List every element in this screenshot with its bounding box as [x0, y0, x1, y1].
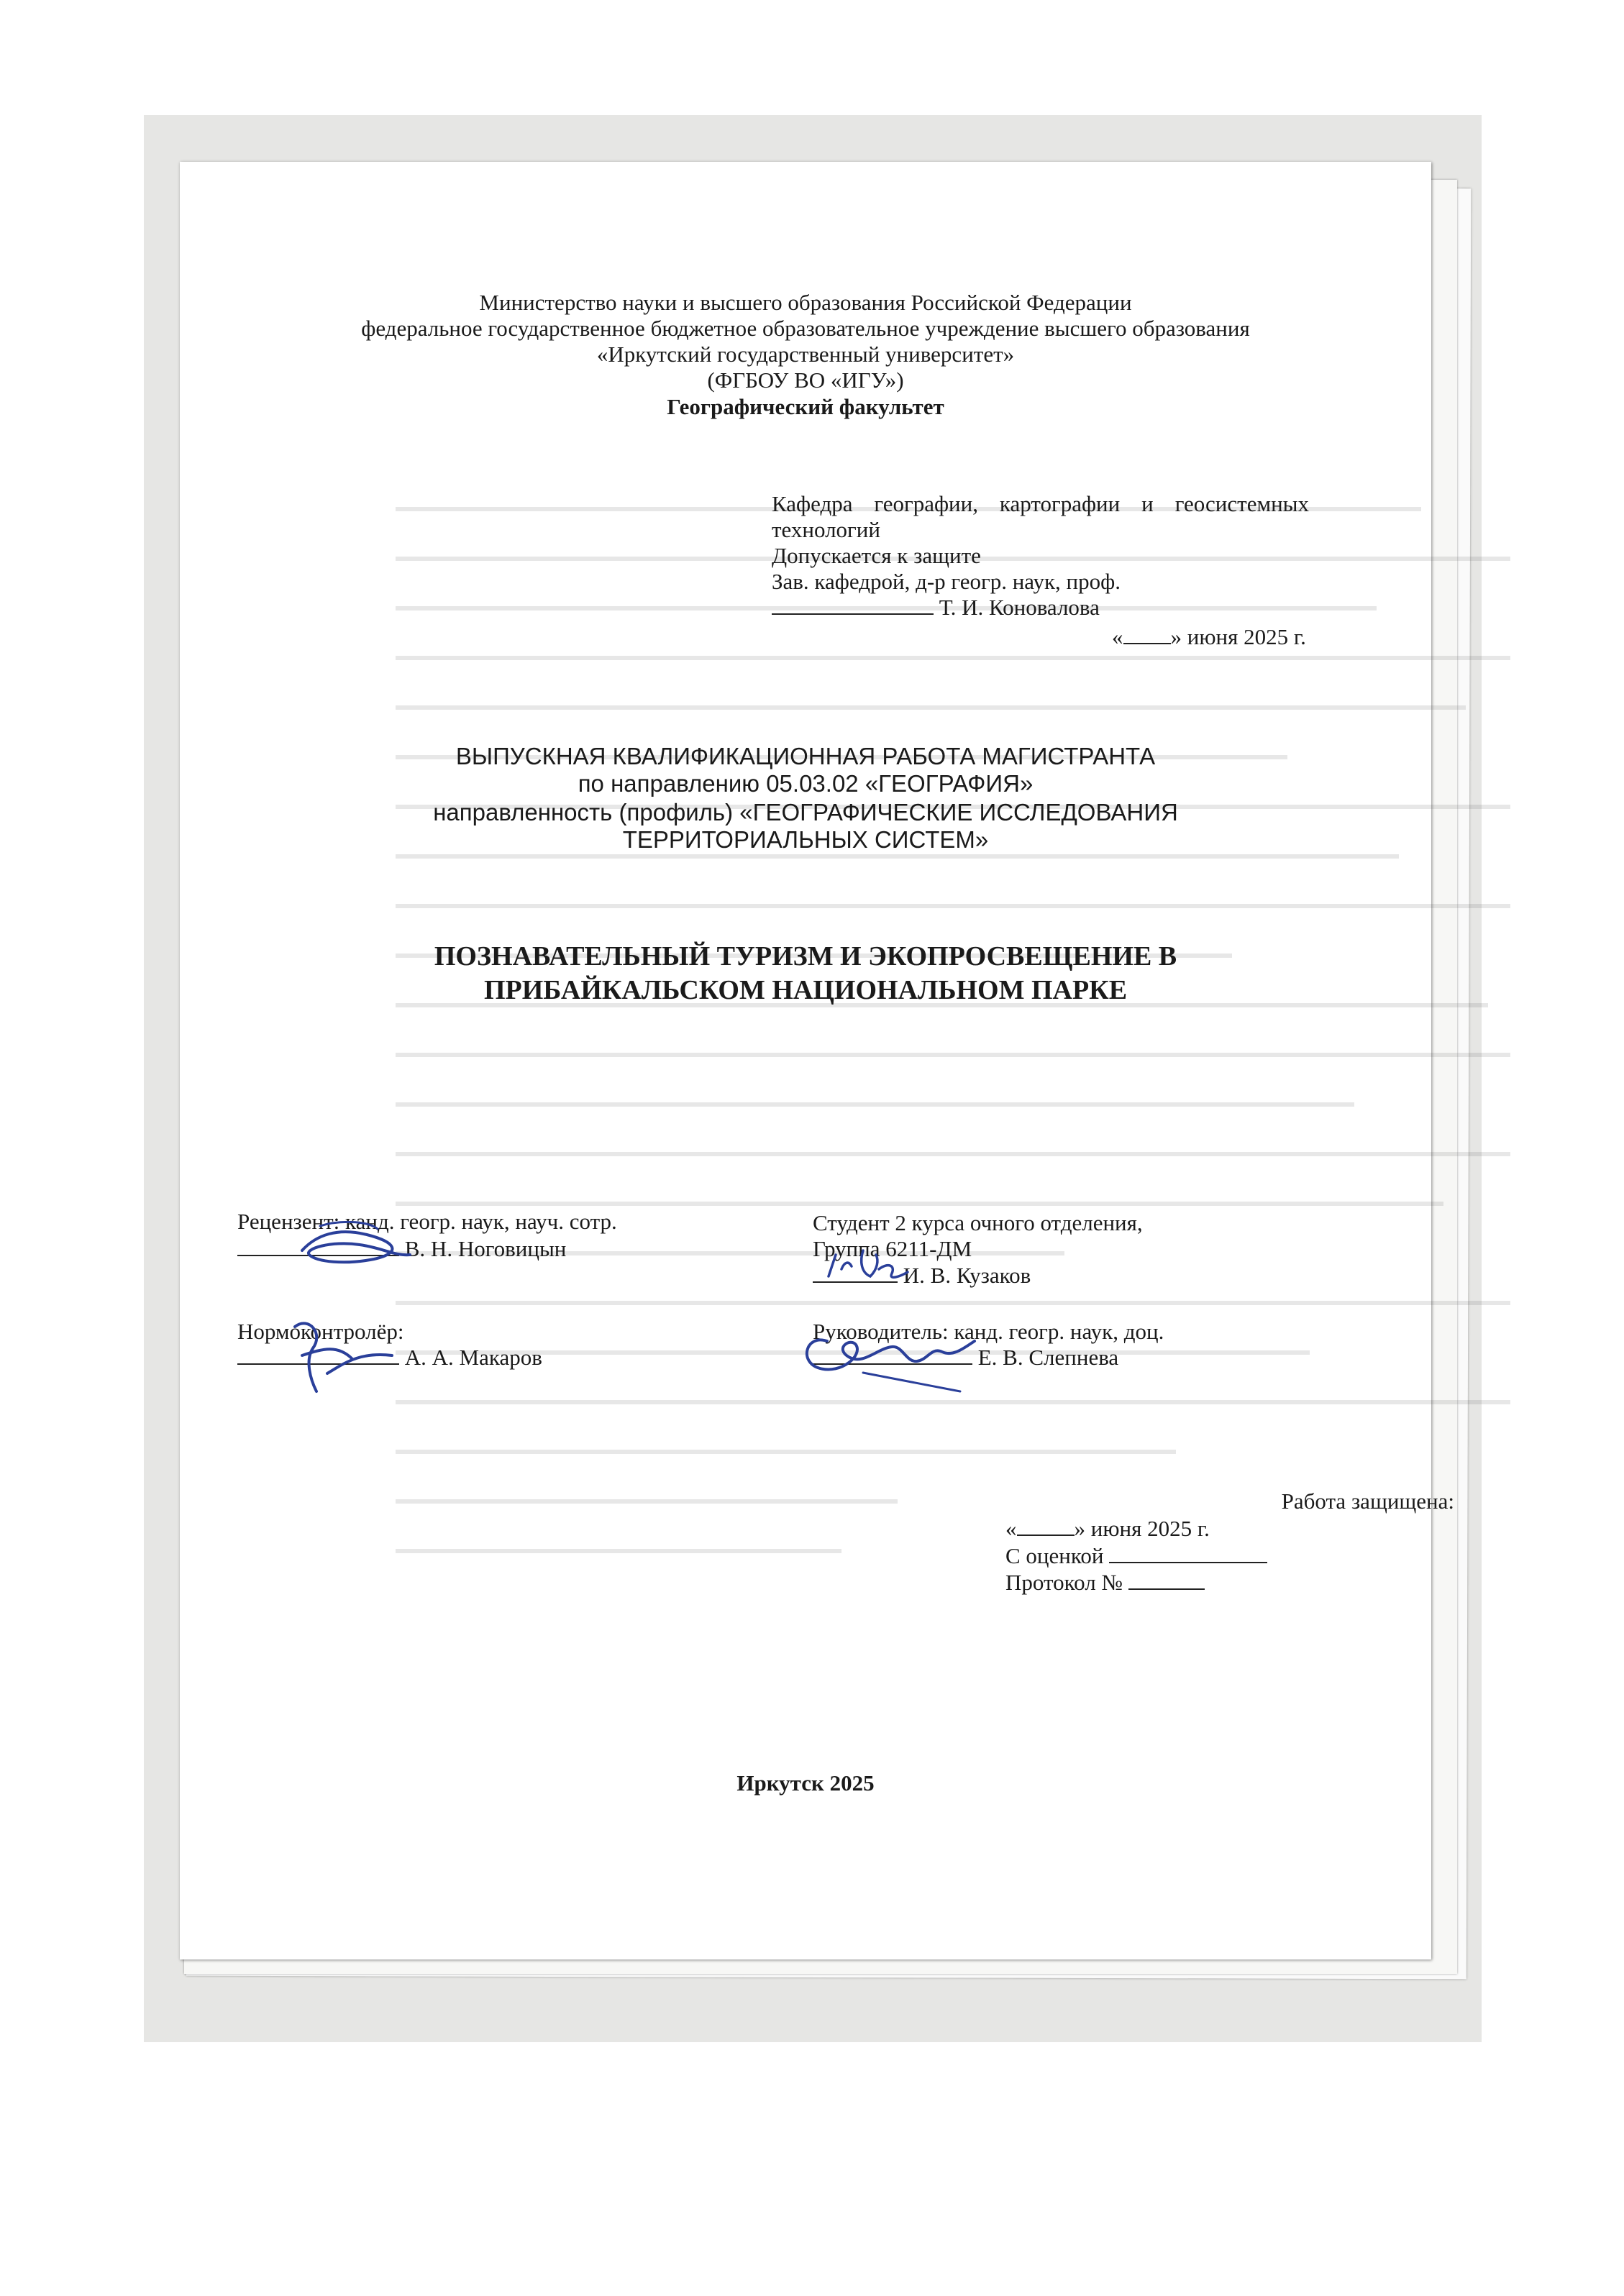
institution-type-line: федеральное государственное бюджетное образовательное учреждение высшего образования	[361, 316, 1250, 341]
work-profile: направленность (профиль) «ГЕОГРАФИЧЕСКИЕ ИССЛЕДОВАНИЯ	[433, 799, 1178, 825]
city-year: Иркутск 2025	[736, 1770, 875, 1796]
defense-date	[1005, 1516, 1210, 1542]
signature-blank	[772, 595, 934, 615]
date-open-quote: «	[1112, 624, 1123, 649]
protocol-label: Протокол №	[1005, 1570, 1123, 1595]
admitted-to-defense: Допускается к защите	[772, 543, 981, 568]
student-course: Студент 2 курса очного отделения,	[813, 1210, 1143, 1235]
date-open-quote: «	[1005, 1516, 1017, 1541]
thesis-title: ПОЗНАВАТЕЛЬНЫЙ ТУРИЗМ И ЭКОПРОСВЕЩЕНИЕ В	[434, 941, 1177, 971]
date-rest: » июня 2025 г.	[1074, 1516, 1210, 1541]
department-line: Кафедра географии, картографии и геосистемных	[772, 491, 1309, 516]
head-signature-line	[772, 595, 1100, 621]
supervisor-label: Руководитель: канд. геогр. наук, доц.	[813, 1319, 1164, 1344]
supervisor-signature	[784, 1312, 993, 1399]
university-abbreviation: (ФГБОУ ВО «ИГУ»)	[707, 367, 904, 393]
thesis-title-cont: ПРИБАЙКАЛЬСКОМ НАЦИОНАЛЬНОМ ПАРКЕ	[483, 975, 1128, 1005]
faculty-name: Географический факультет	[667, 394, 944, 419]
work-type: ВЫПУСКНАЯ КВАЛИФИКАЦИОННАЯ РАБОТА МАГИСТРАНТА	[455, 743, 1156, 769]
student-name: И. В. Кузаков	[903, 1263, 1031, 1288]
work-direction: по направлению 05.03.02 «ГЕОГРАФИЯ»	[578, 770, 1034, 797]
bleed-through-text	[396, 507, 1510, 1693]
grade-blank	[1109, 1543, 1267, 1563]
approval-date	[1112, 624, 1306, 650]
student-group: Группа 6211-ДМ	[813, 1236, 972, 1261]
grade-label: С оценкой	[1005, 1543, 1104, 1568]
reviewer-signature	[288, 1213, 417, 1278]
defense-protected: Работа защищена:	[1281, 1488, 1454, 1514]
head-of-department-title: Зав. кафедрой, д-р геогр. наук, проф.	[772, 569, 1121, 594]
ministry-line: Министерство науки и высшего образования Российской Федерации	[479, 290, 1132, 315]
reviewer-label: Рецензент: канд. геогр. наук, науч. сотр.	[237, 1209, 617, 1234]
university-name: «Иркутский государственный университет»	[596, 342, 1015, 367]
day-blank	[1017, 1516, 1075, 1536]
department-line-cont: технологий	[772, 517, 880, 542]
head-of-department-name: Т. И. Коновалова	[939, 595, 1100, 620]
day-blank	[1123, 624, 1171, 644]
work-profile-cont: ТЕРРИТОРИАЛЬНЫХ СИСТЕМ»	[622, 826, 989, 853]
protocol-blank	[1128, 1570, 1205, 1590]
norm-controller-label: Нормоконтролёр:	[237, 1319, 404, 1344]
date-rest: » июня 2025 г.	[1170, 624, 1306, 649]
student-signature	[820, 1240, 913, 1291]
grade-line	[1005, 1543, 1267, 1569]
norm-controller-signature	[273, 1305, 410, 1413]
title-page	[180, 162, 1454, 1959]
protocol-line	[1005, 1570, 1205, 1596]
supervisor-name: Е. В. Слепнева	[977, 1345, 1119, 1370]
norm-controller-name: А. А. Макаров	[404, 1345, 542, 1370]
reviewer-name: В. Н. Ноговицын	[404, 1236, 567, 1261]
